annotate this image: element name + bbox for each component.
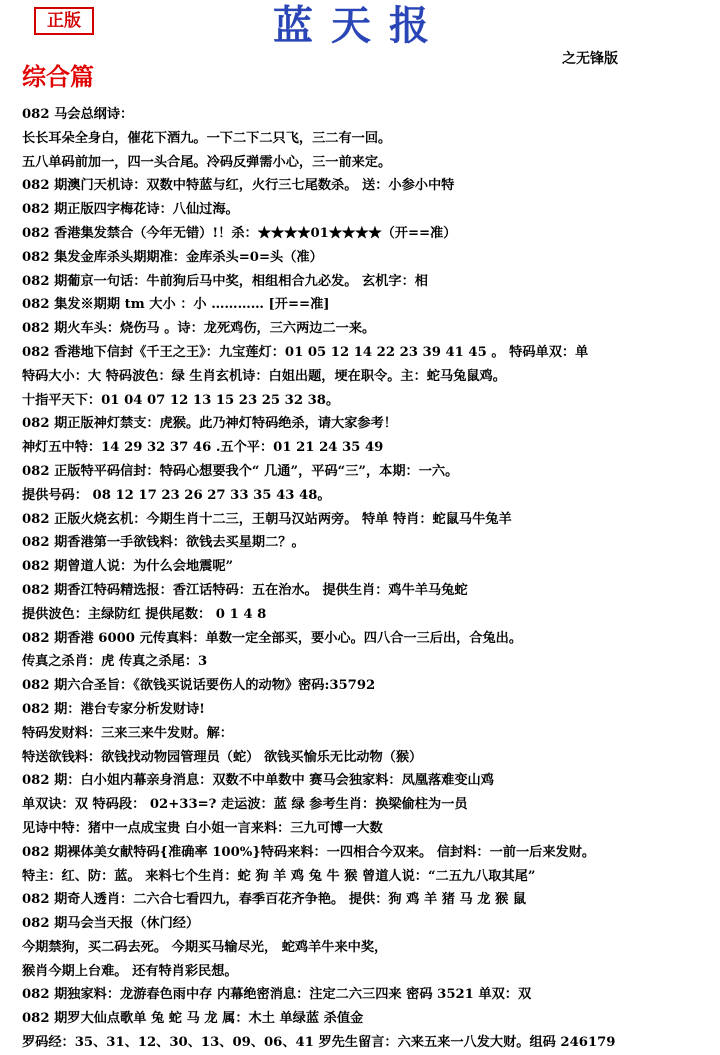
text-line: 082 香港集发禁合（今年无错）!！杀：★★★★01★★★★（开==准）	[22, 225, 457, 241]
text-line: 082 期正版神灯禁支：虎猴。此乃神灯特码绝杀，请大家参考！	[22, 416, 397, 432]
text-line: 提供波色：主绿防红 提供尾数： 0 1 4 8	[22, 606, 267, 622]
text-line: 传真之杀肖：虎 传真之杀尾：3	[22, 654, 208, 670]
text-line: 082 期曾道人说：为什么会地震呢”	[22, 559, 234, 575]
text-line: 082 期澳门天机诗：双数中特蓝与红，火行三七尾数杀。 送：小参小中特	[22, 178, 455, 194]
edition-badge: 正版	[34, 7, 94, 35]
text-line: 082 集发※期期 tm 大小 ：小 ………… [开==准]	[22, 297, 330, 313]
text-line: 082 期葡京一句话：牛前狗后马中奖，相组相合九必发。 玄机字：相	[22, 273, 428, 289]
text-line: 特码大小：大 特码波色：绿 生肖玄机诗：白姐出题，埂在职令。主：蛇马兔鼠鸡。	[22, 368, 506, 384]
section-heading: 综合篇	[22, 62, 94, 91]
text-line: 单双诀：双 特码段： 02+33=? 走运波：蓝 绿 参考生肖：换梁偷柱为一员	[22, 797, 468, 813]
text-line: 082 期：港台专家分析发财诗!	[22, 701, 205, 717]
text-line: 082 集发金库杀头期期准：金库杀头=0=头（准）	[22, 249, 323, 265]
text-line: 五八单码前加一，四一头合尾。冷码反弹需小心，三一前来定。	[22, 154, 392, 170]
text-line: 082 正版火烧玄机：今期生肖十二三，王朝马汉站两旁。 特单 特肖：蛇鼠马牛兔羊	[22, 511, 512, 527]
text-line: 今期禁狗，买二码去死。 今期买马输尽光， 蛇鸡羊牛来中奖，	[22, 939, 388, 955]
text-line: 082 期六合圣旨：《欲钱买说话要伤人的动物》密码:35792	[22, 678, 376, 694]
text-line: 082 期正版四字梅花诗：八仙过海。	[22, 202, 239, 218]
text-line: 082 正版特平码信封：特码心想要我个“ 几通”，平码“三”，本期：一六。	[22, 463, 459, 479]
text-line: 082 期罗大仙点歌单 兔 蛇 马 龙 属：木土 单绿蓝 杀值金	[22, 1011, 364, 1027]
text-line: 082 期奇人透肖：二六合七看四九，春季百花齐争艳。 提供：狗 鸡 羊 猪 马 龙 猴 鼠	[22, 892, 527, 908]
text-line: 082 马会总纲诗：	[22, 107, 134, 122]
page-title: 蓝天报	[273, 2, 447, 49]
content-lines	[22, 103, 712, 1055]
text-line: 罗码经：35、31、12、30、13、09、06、41 罗先生留言：六来五来一八发大财。组码 246179	[22, 1035, 616, 1051]
text-line: 十指平天下：01 04 07 12 13 15 23 25 32 38。	[22, 392, 340, 408]
text-line: 神灯五中特：14 29 32 37 46 .五个平：01 21 24 35 49	[22, 440, 384, 456]
text-line: 082 期马会当天报（休门经）	[22, 916, 200, 932]
text-line: 猴肖今期上台难。 还有特肖彩民想。	[22, 963, 238, 979]
text-line: 082 期裸体美女献特码{准确率 100%}特码来料：一四相合今双来。 信封料：一前一后来发财。	[22, 844, 596, 860]
text-line: 082 期香港第一手欲钱料：欲钱去买星期二？。	[22, 535, 305, 551]
text-line: 082 香港地下信封《千王之王》：九宝莲灯：01 05 12 14 22 23 39 41 45 。 特码单双：单	[22, 344, 589, 360]
text-line: 长长耳朵全身白，催花下酒九。一下二下二只飞，三二有一回。	[22, 130, 392, 146]
text-line: 082 期香江特码精选报：香江话特码：五在治水。 提供生肖：鸡牛羊马兔蛇	[22, 582, 468, 598]
text-line: 特主：红、防：蓝。 来料七个生肖：蛇 狗 羊 鸡 兔 牛 猴 曾道人说：“二五九八取其尾”	[22, 868, 536, 884]
text-line: 082 期：白小姐内幕亲身消息：双数不中单数中 赛马会独家料：凤凰落难变山鸡	[22, 773, 494, 789]
edition-label: 之无锋版	[562, 51, 618, 67]
text-line: 082 期香港 6000 元传真料：单数一定全部买，要小心。四八合一三后出，合兔出。	[22, 630, 523, 646]
text-line: 082 期火车头：烧伤马 。诗：龙死鸡伤，三六两边二一来。	[22, 321, 376, 337]
text-line: 见诗中特：猪中一点成宝贵 白小姐一言来料：三九可博一大数	[22, 820, 383, 836]
text-line: 特送欲钱料：欲钱找动物园管理员（蛇） 欲钱买愉乐无比动物（猴）	[22, 749, 423, 765]
text-line: 082 期独家料：龙游春色雨中存 内幕绝密消息：注定二六三四来 密码 3521 单双：双	[22, 987, 532, 1003]
text-line: 提供号码： 08 12 17 23 26 27 33 35 43 48。	[22, 487, 331, 503]
text-line: 特码发财料：三来三来牛发财。解：	[22, 725, 233, 741]
